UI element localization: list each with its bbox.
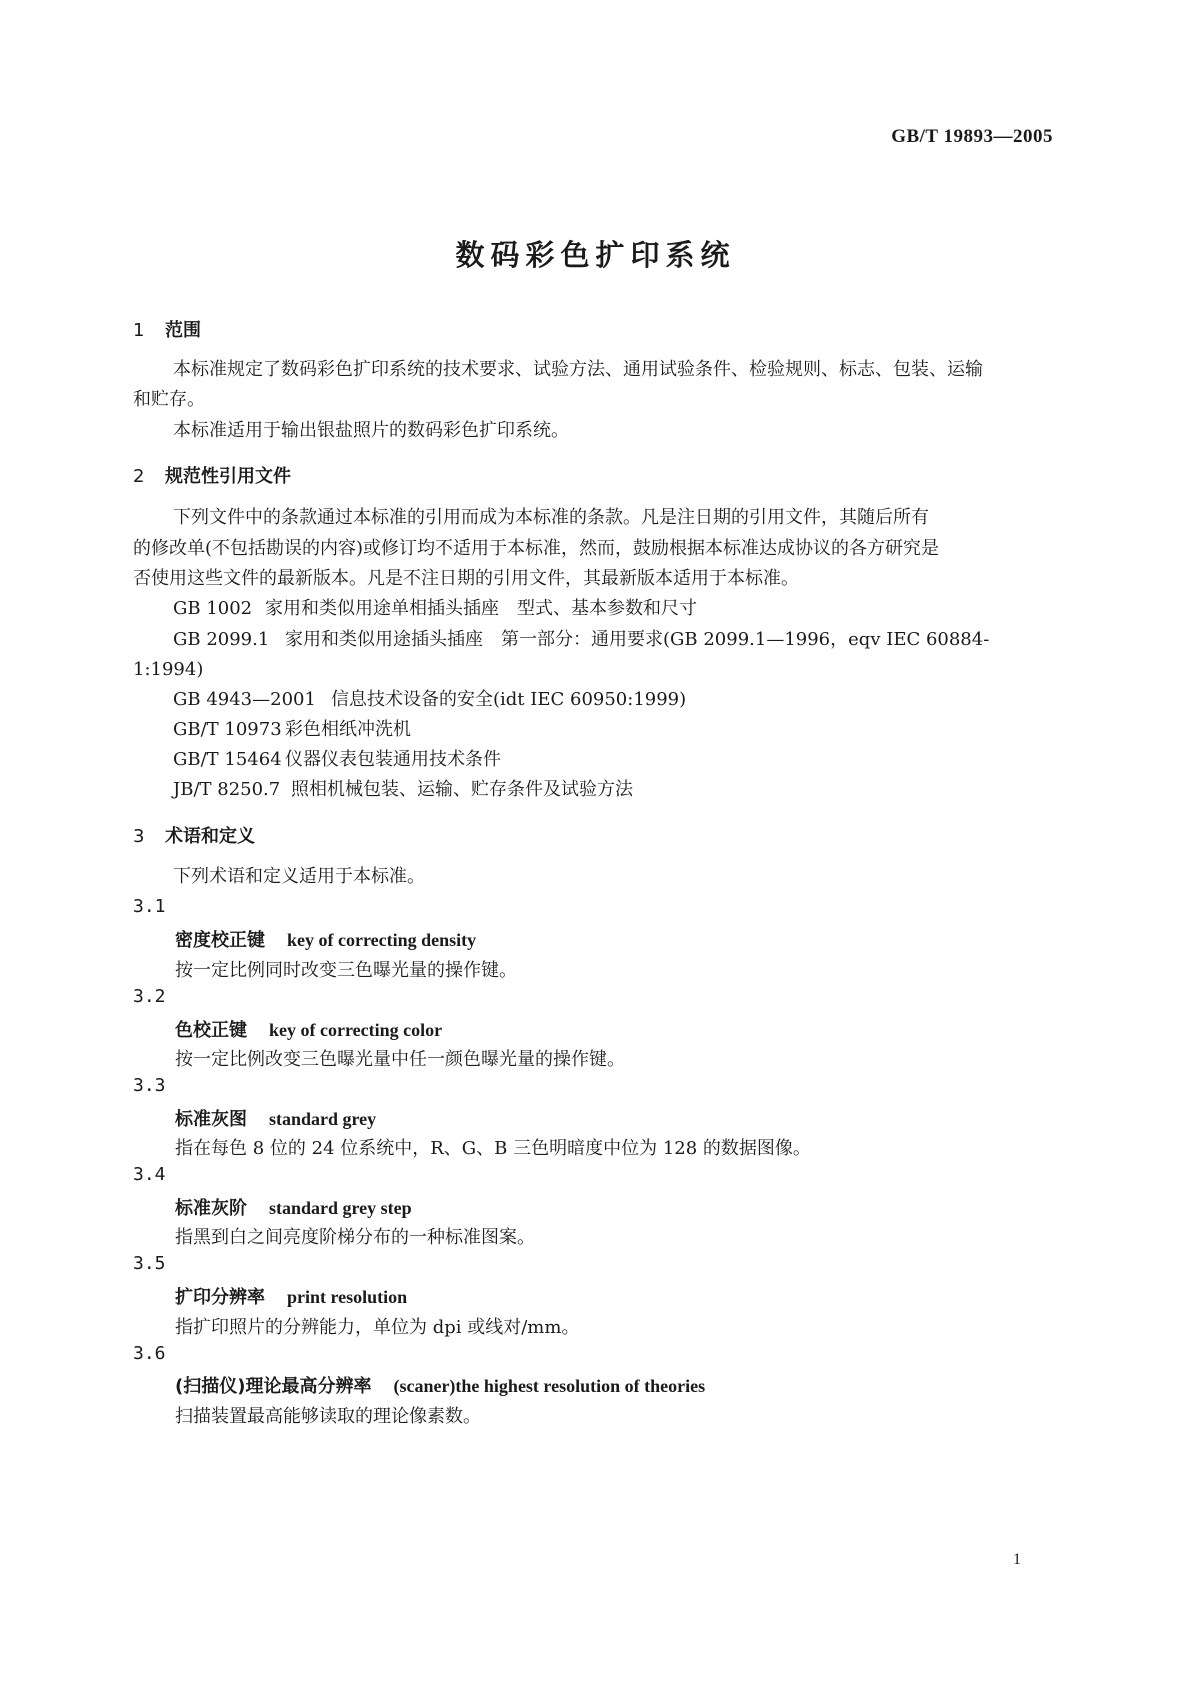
reference-code: GB/T 10973 [173, 719, 282, 740]
reference-code: JB/T 8250.7 [173, 779, 281, 800]
term-name-zh: (扫描仪)理论最高分辨率 [175, 1376, 372, 1397]
section-3-title: 术语和定义 [165, 826, 255, 847]
reference-title: 彩色相纸冲洗机 [285, 719, 411, 740]
reference-code: GB 4943—2001 [173, 689, 316, 710]
reference-item [173, 688, 686, 711]
section-2-paragraph-line-3: 否使用这些文件的最新版本。凡是不注日期的引用文件，其最新版本适用于本标准。 [133, 568, 799, 589]
section-1-title: 范围 [165, 320, 201, 341]
term-definition: 指在每色 8 位的 24 位系统中，R、G、B 三色明暗度中位为 128 的数据图像。 [175, 1138, 811, 1159]
reference-item [173, 628, 989, 651]
section-1-heading [133, 316, 201, 342]
term-definition: 扫描装置最高能够读取的理论像素数。 [175, 1406, 481, 1427]
reference-title: 仪器仪表包装通用技术条件 [285, 749, 501, 770]
page-number: 1 [1013, 1551, 1021, 1568]
term-heading [175, 1194, 412, 1220]
reference-title: 家用和类似用途插头插座 第一部分：通用要求(GB 2099.1—1996，eqv IEC 60884- [285, 629, 990, 650]
reference-continuation: 1:1994) [133, 659, 204, 680]
term-number: 3.2 [133, 986, 166, 1007]
section-3-intro: 下列术语和定义适用于本标准。 [173, 866, 425, 887]
reference-code: GB 2099.1 [173, 629, 270, 650]
term-heading [175, 1283, 407, 1309]
term-heading [175, 1372, 705, 1398]
reference-item [173, 597, 697, 620]
term-name-en: key of correcting color [269, 1020, 443, 1040]
reference-item [173, 748, 501, 771]
reference-title: 信息技术设备的安全(idt IEC 60950:1999) [331, 689, 687, 710]
section-2-number: 2 [133, 466, 145, 487]
term-name-en: print resolution [287, 1287, 408, 1307]
term-number: 3.6 [133, 1343, 166, 1364]
term-number: 3.4 [133, 1164, 166, 1185]
term-definition: 指扩印照片的分辨能力，单位为 dpi 或线对/mm。 [175, 1317, 580, 1338]
section-1-paragraph-2: 本标准适用于输出银盐照片的数码彩色扩印系统。 [173, 420, 569, 441]
reference-code: GB 1002 [173, 598, 253, 619]
term-name-en: standard grey [269, 1109, 377, 1129]
term-name-en: (scaner)the highest resolution of theories [393, 1376, 706, 1396]
term-definition: 按一定比例改变三色曝光量中任一颜色曝光量的操作键。 [175, 1049, 625, 1070]
term-number: 3.1 [133, 896, 166, 917]
term-name-zh: 标准灰阶 [175, 1198, 247, 1219]
reference-item [173, 718, 411, 741]
term-number: 3.3 [133, 1075, 166, 1096]
standard-code: GB/T 19893—2005 [891, 126, 1053, 147]
reference-item [173, 778, 633, 801]
reference-title: 家用和类似用途单相插头插座 型式、基本参数和尺寸 [265, 598, 697, 619]
section-3-heading [133, 822, 255, 848]
term-name-en: key of correcting density [287, 930, 477, 950]
section-2-title: 规范性引用文件 [165, 466, 291, 487]
section-1-paragraph-1-line-1: 本标准规定了数码彩色扩印系统的技术要求、试验方法、通用试验条件、检验规则、标志、包装、运输 [173, 359, 983, 380]
term-definition: 按一定比例同时改变三色曝光量的操作键。 [175, 960, 517, 981]
term-heading [175, 926, 476, 952]
section-2-heading [133, 462, 291, 488]
section-3-number: 3 [133, 826, 145, 847]
document-title: 数码彩色扩印系统 [455, 238, 736, 272]
term-number: 3.5 [133, 1253, 166, 1274]
term-name-zh: 密度校正键 [175, 930, 265, 951]
section-1-paragraph-1-line-2: 和贮存。 [133, 389, 205, 410]
section-2-paragraph-line-1: 下列文件中的条款通过本标准的引用而成为本标准的条款。凡是注日期的引用文件，其随后所有 [173, 507, 929, 528]
term-name-zh: 标准灰图 [175, 1109, 247, 1130]
section-2-paragraph-line-2: 的修改单(不包括勘误的内容)或修订均不适用于本标准，然而，鼓励根据本标准达成协议的各方研究是 [133, 538, 940, 559]
term-heading [175, 1016, 442, 1042]
term-name-en: standard grey step [269, 1198, 412, 1218]
reference-title: 照相机械包装、运输、贮存条件及试验方法 [291, 779, 633, 800]
term-name-zh: 扩印分辨率 [175, 1287, 265, 1308]
term-heading [175, 1105, 376, 1131]
section-1-number: 1 [133, 320, 145, 341]
reference-code: GB/T 15464 [173, 749, 282, 770]
term-definition: 指黑到白之间亮度阶梯分布的一种标准图案。 [175, 1227, 535, 1248]
term-name-zh: 色校正键 [175, 1020, 247, 1041]
